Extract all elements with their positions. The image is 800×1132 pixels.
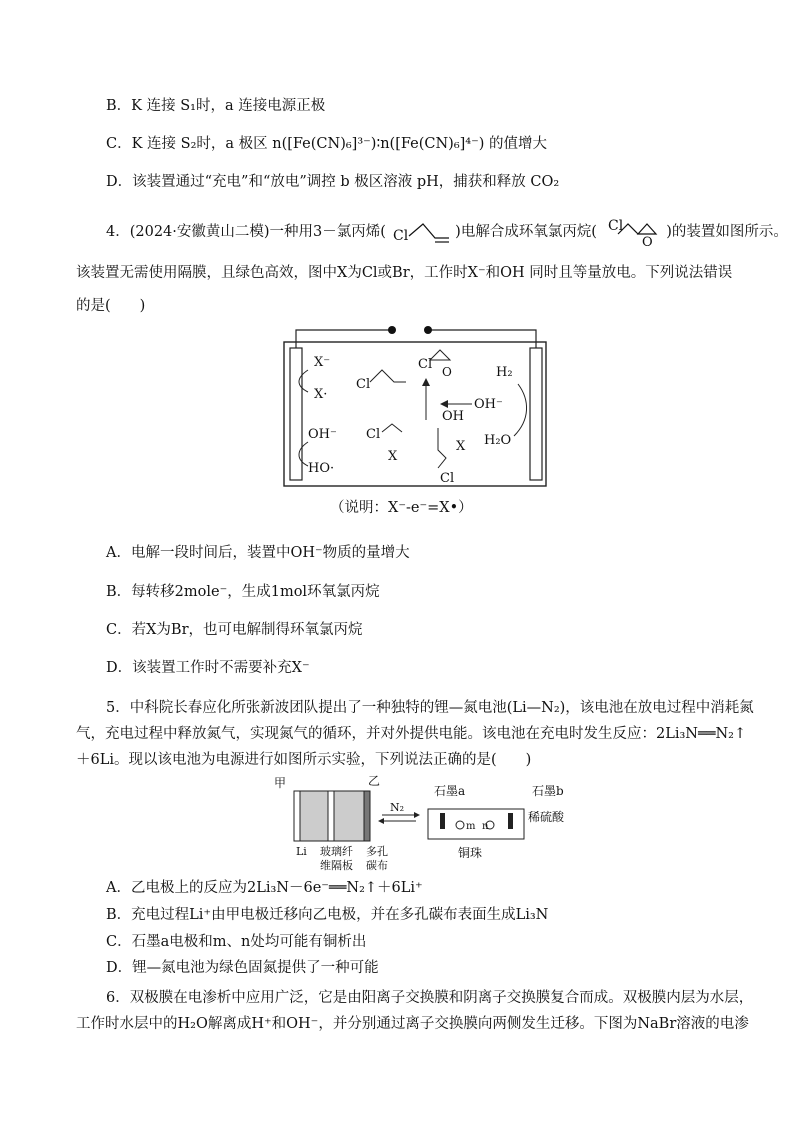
yi-label: 乙 (368, 774, 381, 788)
q3-option-c: C．K 连接 S₂时，a 极区 n([Fe(CN)₆]³⁻)∶n([Fe(CN)₆]⁴⁻) 的值增大 (106, 136, 548, 152)
q5-stem-line2: 气，充电过程中释放氮气，实现氮气的循环，并对外提供电能。该电池在充电时发生反应：2Li₃N══N₂↑ (76, 726, 747, 742)
li-n2-battery-diagram (270, 773, 570, 873)
q5-option-c: C．石墨a电极和m、n处均可能有铜析出 (106, 934, 367, 950)
carbon-cloth (364, 791, 370, 841)
separator (328, 791, 334, 841)
n-label: n (482, 821, 489, 832)
x-radical-label: X· (314, 387, 328, 402)
q4-option-a: A．电解一段时间后，装置中OH⁻物质的量增大 (106, 545, 410, 561)
terminal-dot (388, 326, 396, 334)
q5-option-d: D．锂—氮电池为绿色固氮提供了一种可能 (106, 960, 379, 976)
x-minus-label: X⁻ (314, 355, 331, 370)
n2-label: N₂ (390, 801, 405, 814)
q4-stem-line1 (106, 216, 788, 248)
intermediate-x-label: X (388, 449, 398, 464)
q3-option-d: D．该装置通过“充电”和“放电”调控 b 极区溶液 pH，捕获和释放 CO₂ (106, 174, 560, 190)
oh-minus-right-label: OH⁻ (474, 397, 503, 412)
li-electrode (294, 791, 300, 841)
terminal-dot (424, 326, 432, 334)
hydrin-x-label: X (456, 439, 466, 454)
epi-cl-label: Cl (607, 218, 623, 234)
q6-stem-line1: 6．双极膜在电渗析中应用广泛，它是由阳离子交换膜和阴离子交换膜复合而成。双极膜内层为水层， (106, 990, 754, 1006)
m-label: m (466, 821, 476, 832)
product-cl-label: Cl (418, 357, 433, 372)
allyl-cl-label: Cl (356, 377, 371, 392)
intermediate-cl-label: Cl (366, 427, 381, 442)
h2-label: H₂ (496, 365, 513, 380)
q4-stem-part3: )的装置如图所示。 (666, 224, 788, 240)
q5-option-b: B．充电过程Li⁺由甲电极迁移向乙电极，并在多孔碳布表面生成Li₃N (106, 907, 549, 923)
graphite-a-label: 石墨a (434, 784, 466, 798)
q4-stem-line3: 的是( ) (76, 298, 146, 314)
hydrin-oh-label: OH (442, 409, 464, 424)
q5-stem-line1: 5．中科院长春应化所张新波团队提出了一种独特的锂—氮电池(Li—N₂)，该电池在放电过程中消耗氮 (106, 700, 754, 716)
copper-bead-label: 铜珠 (458, 846, 483, 860)
electrolysis-diagram (278, 320, 558, 490)
product-o-label: O (442, 365, 452, 379)
q4-figure-note: （说明：X⁻-e⁻=X•） (330, 500, 473, 516)
ho-radical-label: HO· (308, 461, 335, 476)
q4-option-b: B．每转移2mole⁻，生成1mol环氧氯丙烷 (106, 584, 380, 600)
right-electrode (530, 348, 542, 480)
q6-stem-line2: 工作时水层中的H₂O解离成H⁺和OH⁻，并分别通过离子交换膜向两侧发生迁移。下图为NaBr溶液的电渗 (76, 1016, 749, 1032)
oh-minus-label: OH⁻ (308, 427, 337, 442)
porous-label: 多孔 (366, 845, 388, 858)
q5-stem-line3: ＋6Li。现以该电池为电源进行如图所示实验，下列说法正确的是( ) (76, 752, 532, 768)
q4-stem-line2: 该装置无需使用隔膜，且绿色高效，图中X为Cl或Br，工作时X⁻和OH 同时且等量放电。下列说法错误 (76, 265, 733, 281)
q4-stem-part2: )电解合成环氧氯丙烷( (455, 224, 597, 240)
q4-option-d: D．该装置工作时不需要补充X⁻ (106, 660, 310, 676)
li-label: Li (296, 845, 307, 858)
allyl-cl-label: Cl (392, 228, 408, 244)
epichlorohydrin-structure (602, 216, 662, 248)
carbon-cloth-label: 碳布 (366, 859, 388, 872)
q3-option-b: B．K 连接 S₁时，a 连接电源正极 (106, 98, 326, 114)
q4-stem-part1: 4．(2024·安徽黄山二模)一种用3－氯丙烯( (106, 224, 386, 240)
h2o-label: H₂O (484, 433, 512, 448)
hydrin-cl-label: Cl (440, 471, 455, 486)
q5-option-a: A．乙电极上的反应为2Li₃N－6e⁻══N₂↑＋6Li⁺ (106, 880, 423, 896)
epi-o-label: O (641, 235, 653, 248)
sulfuric-acid-label: 稀硫酸 (528, 810, 565, 824)
separator-label: 维隔板 (320, 859, 353, 872)
jia-label: 甲 (274, 776, 287, 790)
glass-fiber-label: 玻璃纤 (320, 845, 353, 858)
graphite-b-label: 石墨b (532, 784, 564, 798)
q4-option-c: C．若X为Br，也可电解制得环氧氯丙烷 (106, 622, 363, 638)
allyl-chloride-structure (391, 218, 451, 246)
